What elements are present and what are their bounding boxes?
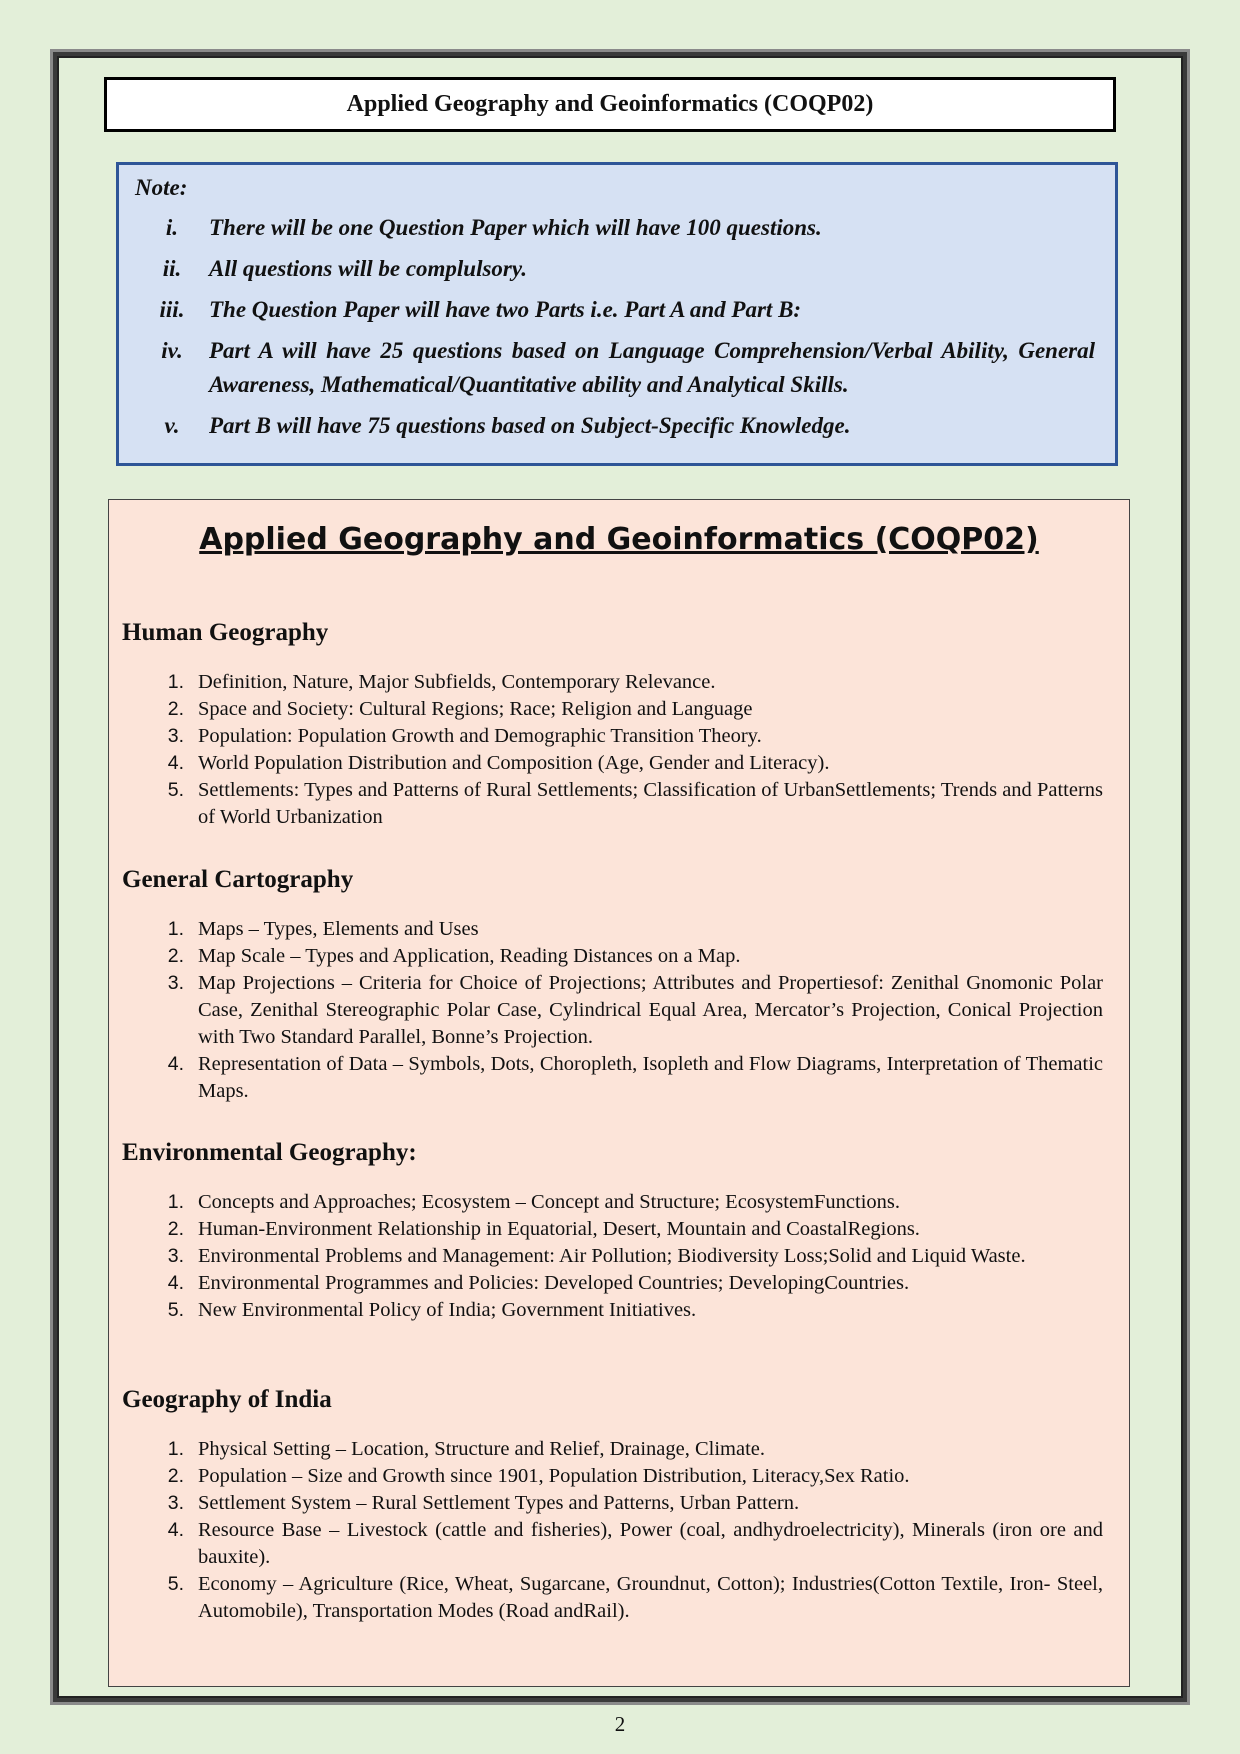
list-item <box>122 750 1103 777</box>
list-item <box>122 1297 1103 1324</box>
note-item-text: The Question Paper will have two Parts i.e. Part A and Part B: <box>209 297 802 322</box>
note-item-text: There will be one Question Paper which will have 100 questions. <box>209 215 822 240</box>
note-item-number: v. <box>164 413 180 438</box>
list-item <box>122 777 1103 831</box>
list-item-text: Resource Base – Livestock (cattle and fisheries), Power (coal, andhydroelectricity), Minerals (iron ore and bauxite). <box>198 1519 1103 1568</box>
list-item-number: 4. <box>167 1272 184 1294</box>
list-item-text: Maps – Types, Elements and Uses <box>198 918 479 940</box>
section-environmental-geography <box>122 1139 1103 1324</box>
section-general-cartography <box>122 866 1103 1105</box>
note-box <box>116 162 1118 466</box>
note-label: Note: <box>135 175 188 200</box>
list-item-text: Economy – Agriculture (Rice, Wheat, Sugarcane, Groundnut, Cotton); Industries(Cotton Textile, Iron- Steel, Automobile), Transportation Modes (Road andRail). <box>198 1573 1103 1622</box>
list-item-number: 1. <box>167 1438 184 1460</box>
list-item-text: Map Projections – Criteria for Choice of Projections; Attributes and Propertiesof: Zenithal Gnomonic Polar Case, Zenithal Stereographic Polar Case, Cylindrical Equal Area, Mercator’s Projection, Conical Projection with Two Standard Parallel, Bonne’s Projection. <box>198 972 1103 1048</box>
list-item <box>122 1517 1103 1571</box>
list-item-number: 3. <box>167 1492 184 1514</box>
list-item <box>122 669 1103 696</box>
list-item <box>122 696 1103 723</box>
page-number: 2 <box>614 1712 626 1736</box>
list-item-number: 4. <box>167 752 184 774</box>
list-item-number: 4. <box>167 1519 184 1541</box>
list-item-number: 5. <box>167 779 184 801</box>
note-item-text: Part A will have 25 questions based on Language Comprehension/Verbal Ability, General Awareness, Mathematical/Quantitative ability and Analytical Skills. <box>209 338 1095 397</box>
list-item-text: Population: Population Growth and Demographic Transition Theory. <box>198 725 762 747</box>
list-item-text: Environmental Programmes and Policies: Developed Countries; DevelopingCountries. <box>198 1272 910 1294</box>
list-item <box>122 1216 1103 1243</box>
section-heading: Human Geography <box>122 619 329 646</box>
note-item <box>135 409 1095 443</box>
list-item-number: 2. <box>167 1465 184 1487</box>
list-item <box>122 1243 1103 1270</box>
list-item-number: 3. <box>167 725 184 747</box>
syllabus-title: Applied Geography and Geoinformatics (COQP02) <box>199 522 1039 557</box>
list-item-text: Settlements: Types and Patterns of Rural Settlements; Classification of UrbanSettlements; Trends and Patterns of World Urbanization <box>198 779 1103 828</box>
list-item-number: 4. <box>167 1053 184 1075</box>
list-item-text: Physical Setting – Location, Structure and Relief, Drainage, Climate. <box>198 1438 766 1460</box>
list-item <box>122 1571 1103 1625</box>
list-item-text: Map Scale – Types and Application, Reading Distances on a Map. <box>198 945 741 967</box>
note-item-text: Part B will have 75 questions based on Subject-Specific Knowledge. <box>209 413 851 438</box>
list-item <box>122 1189 1103 1216</box>
list-item-number: 5. <box>167 1573 184 1595</box>
note-item <box>135 293 1095 327</box>
section-geography-of-india <box>122 1386 1103 1625</box>
list-item-text: Settlement System – Rural Settlement Types and Patterns, Urban Pattern. <box>198 1492 800 1514</box>
list-item-text: World Population Distribution and Composition (Age, Gender and Literacy). <box>198 752 830 774</box>
list-item-number: 2. <box>167 1218 184 1240</box>
list-item-text: Population – Size and Growth since 1901, Population Distribution, Literacy,Sex Ratio. <box>198 1465 910 1487</box>
list-item-number: 2. <box>167 698 184 720</box>
list-item-number: 2. <box>167 945 184 967</box>
note-item <box>135 252 1095 286</box>
list-item-number: 1. <box>167 1191 184 1213</box>
header-title-box <box>104 77 1116 132</box>
list-item <box>122 723 1103 750</box>
note-item <box>135 334 1095 402</box>
syllabus-box <box>108 499 1130 1687</box>
section-heading: General Cartography <box>122 866 354 893</box>
list-item <box>122 1051 1103 1105</box>
list-item-text: Representation of Data – Symbols, Dots, Choropleth, Isopleth and Flow Diagrams, Interpretation of Thematic Maps. <box>198 1053 1103 1102</box>
note-item-number: i. <box>165 215 179 240</box>
section-heading: Geography of India <box>122 1386 332 1413</box>
list-item <box>122 1490 1103 1517</box>
list-item <box>122 1270 1103 1297</box>
note-item <box>135 211 1095 245</box>
list-item-text: Definition, Nature, Major Subfields, Contemporary Relevance. <box>198 671 716 693</box>
list-item-number: 3. <box>167 972 184 994</box>
list-item-text: Space and Society: Cultural Regions; Race; Religion and Language <box>198 698 753 720</box>
list-item-number: 5. <box>167 1299 184 1321</box>
list-item <box>122 1436 1103 1463</box>
section-human-geography <box>122 619 1103 831</box>
list-item <box>122 916 1103 943</box>
note-item-text: All questions will be complulsory. <box>209 256 527 281</box>
list-item-text: Human-Environment Relationship in Equatorial, Desert, Mountain and CoastalRegions. <box>198 1218 920 1240</box>
list-item-text: Environmental Problems and Management: Air Pollution; Biodiversity Loss;Solid and Liquid Waste. <box>198 1245 1026 1267</box>
list-item-text: New Environmental Policy of India; Government Initiatives. <box>198 1299 697 1321</box>
section-heading: Environmental Geography: <box>122 1139 417 1166</box>
list-item <box>122 1463 1103 1490</box>
list-item-number: 3. <box>167 1245 184 1267</box>
note-item-number: iii. <box>159 297 185 322</box>
note-item-number: iv. <box>161 338 183 363</box>
note-item-number: ii. <box>162 256 182 281</box>
list-item-number: 1. <box>167 671 184 693</box>
header-title: Applied Geography and Geoinformatics (COQP02) <box>346 91 874 117</box>
list-item-text: Concepts and Approaches; Ecosystem – Concept and Structure; EcosystemFunctions. <box>198 1191 900 1213</box>
list-item <box>122 970 1103 1051</box>
list-item-number: 1. <box>167 918 184 940</box>
list-item <box>122 943 1103 970</box>
